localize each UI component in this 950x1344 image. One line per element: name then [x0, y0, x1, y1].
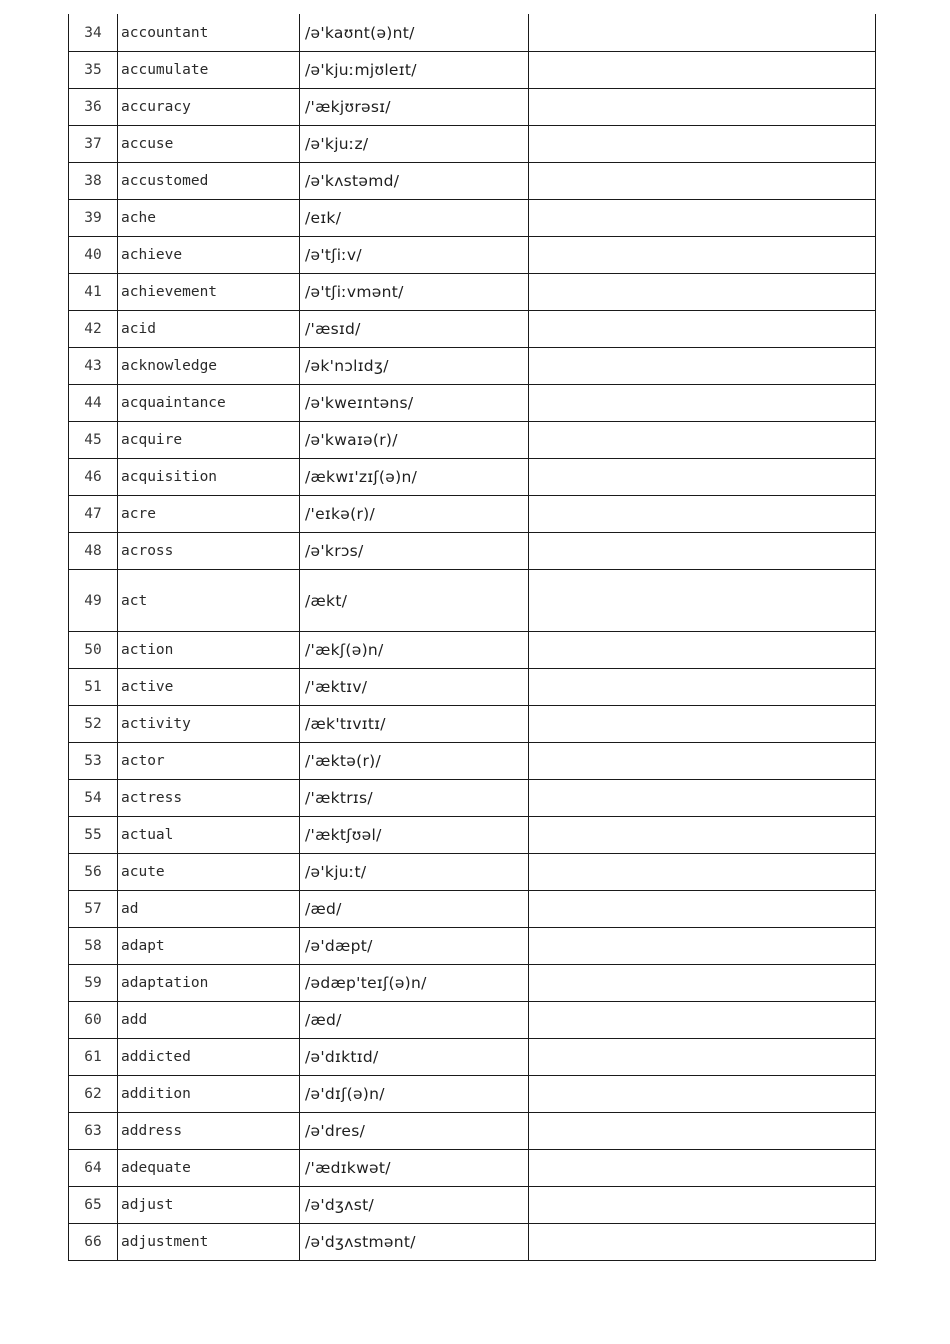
phonetic-transcription: /ə'krɔs/ [300, 533, 529, 570]
table-row [69, 817, 876, 854]
phonetic-transcription: /ə'dres/ [300, 1113, 529, 1150]
row-number: 44 [69, 385, 118, 422]
table-row [69, 1187, 876, 1224]
blank-notes-cell [529, 1076, 876, 1113]
phonetic-transcription: /ækwɪ'zɪʃ(ə)n/ [300, 459, 529, 496]
vocabulary-word: accuse [118, 126, 300, 163]
blank-notes-cell [529, 52, 876, 89]
blank-notes-cell [529, 163, 876, 200]
phonetic-transcription: /ək'nɔlɪdʒ/ [300, 348, 529, 385]
row-number: 63 [69, 1113, 118, 1150]
row-number: 38 [69, 163, 118, 200]
table-row [69, 743, 876, 780]
row-number: 39 [69, 200, 118, 237]
phonetic-transcription: /'eɪkə(r)/ [300, 496, 529, 533]
table-row [69, 237, 876, 274]
table-row [69, 965, 876, 1002]
blank-notes-cell [529, 14, 876, 52]
blank-notes-cell [529, 743, 876, 780]
blank-notes-cell [529, 89, 876, 126]
vocabulary-word: actor [118, 743, 300, 780]
table-row [69, 348, 876, 385]
phonetic-transcription: /ə'kʌstəmd/ [300, 163, 529, 200]
vocabulary-word: add [118, 1002, 300, 1039]
table-row [69, 126, 876, 163]
row-number: 49 [69, 570, 118, 632]
blank-notes-cell [529, 1002, 876, 1039]
phonetic-transcription: /æk'tɪvɪtɪ/ [300, 706, 529, 743]
blank-notes-cell [529, 706, 876, 743]
blank-notes-cell [529, 669, 876, 706]
blank-notes-cell [529, 780, 876, 817]
row-number: 57 [69, 891, 118, 928]
phonetic-transcription: /'ækʃ(ə)n/ [300, 632, 529, 669]
vocabulary-word: acquisition [118, 459, 300, 496]
blank-notes-cell [529, 200, 876, 237]
vocabulary-word: activity [118, 706, 300, 743]
phonetic-transcription: /eɪk/ [300, 200, 529, 237]
vocabulary-word: adjustment [118, 1224, 300, 1261]
phonetic-transcription: /ə'tʃiːvmənt/ [300, 274, 529, 311]
row-number: 61 [69, 1039, 118, 1076]
phonetic-transcription: /æd/ [300, 891, 529, 928]
table-row [69, 274, 876, 311]
phonetic-transcription: /'ækjʊrəsɪ/ [300, 89, 529, 126]
phonetic-transcription: /'æktɪv/ [300, 669, 529, 706]
vocabulary-word: acid [118, 311, 300, 348]
vocabulary-word: act [118, 570, 300, 632]
blank-notes-cell [529, 817, 876, 854]
phonetic-transcription: /ə'dʒʌstmənt/ [300, 1224, 529, 1261]
table-row [69, 1224, 876, 1261]
vocabulary-word: acquire [118, 422, 300, 459]
row-number: 64 [69, 1150, 118, 1187]
table-row [69, 496, 876, 533]
vocabulary-word: address [118, 1113, 300, 1150]
table-row [69, 1002, 876, 1039]
row-number: 34 [69, 14, 118, 52]
blank-notes-cell [529, 854, 876, 891]
phonetic-transcription: /ə'dʒʌst/ [300, 1187, 529, 1224]
vocabulary-word: action [118, 632, 300, 669]
phonetic-transcription: /ə'kwaɪə(r)/ [300, 422, 529, 459]
vocabulary-word: accuracy [118, 89, 300, 126]
blank-notes-cell [529, 928, 876, 965]
row-number: 54 [69, 780, 118, 817]
blank-notes-cell [529, 1224, 876, 1261]
phonetic-transcription: /ə'dæpt/ [300, 928, 529, 965]
blank-notes-cell [529, 496, 876, 533]
vocabulary-word: actress [118, 780, 300, 817]
vocabulary-word: adapt [118, 928, 300, 965]
row-number: 53 [69, 743, 118, 780]
blank-notes-cell [529, 965, 876, 1002]
row-number: 35 [69, 52, 118, 89]
row-number: 60 [69, 1002, 118, 1039]
phonetic-transcription: /ə'kaʊnt(ə)nt/ [300, 14, 529, 52]
blank-notes-cell [529, 632, 876, 669]
vocabulary-word: acquaintance [118, 385, 300, 422]
vocabulary-word: across [118, 533, 300, 570]
row-number: 55 [69, 817, 118, 854]
blank-notes-cell [529, 274, 876, 311]
phonetic-transcription: /'æktrɪs/ [300, 780, 529, 817]
table-row [69, 52, 876, 89]
table-row [69, 632, 876, 669]
row-number: 36 [69, 89, 118, 126]
table-row [69, 311, 876, 348]
phonetic-transcription: /'æktʃʊəl/ [300, 817, 529, 854]
table-row [69, 706, 876, 743]
blank-notes-cell [529, 1113, 876, 1150]
row-number: 65 [69, 1187, 118, 1224]
vocabulary-word: acknowledge [118, 348, 300, 385]
row-number: 40 [69, 237, 118, 274]
row-number: 48 [69, 533, 118, 570]
blank-notes-cell [529, 311, 876, 348]
vocabulary-word: adequate [118, 1150, 300, 1187]
table-row [69, 928, 876, 965]
phonetic-transcription: /ə'kjuːz/ [300, 126, 529, 163]
phonetic-transcription: /ə'dɪktɪd/ [300, 1039, 529, 1076]
table-row [69, 1113, 876, 1150]
phonetic-transcription: /ækt/ [300, 570, 529, 632]
table-row [69, 854, 876, 891]
blank-notes-cell [529, 422, 876, 459]
blank-notes-cell [529, 1039, 876, 1076]
vocabulary-word: adjust [118, 1187, 300, 1224]
table-row [69, 1039, 876, 1076]
vocabulary-table [68, 14, 876, 1261]
phonetic-transcription: /'æktə(r)/ [300, 743, 529, 780]
row-number: 56 [69, 854, 118, 891]
row-number: 46 [69, 459, 118, 496]
phonetic-transcription: /æd/ [300, 1002, 529, 1039]
row-number: 37 [69, 126, 118, 163]
row-number: 42 [69, 311, 118, 348]
row-number: 45 [69, 422, 118, 459]
table-row [69, 422, 876, 459]
vocabulary-table-body [69, 14, 876, 1261]
vocabulary-word: acre [118, 496, 300, 533]
row-number: 52 [69, 706, 118, 743]
blank-notes-cell [529, 459, 876, 496]
row-number: 59 [69, 965, 118, 1002]
vocabulary-word: actual [118, 817, 300, 854]
table-row [69, 200, 876, 237]
row-number: 51 [69, 669, 118, 706]
blank-notes-cell [529, 1150, 876, 1187]
phonetic-transcription: /'æsɪd/ [300, 311, 529, 348]
phonetic-transcription: /ə'kweɪntəns/ [300, 385, 529, 422]
table-row [69, 1150, 876, 1187]
phonetic-transcription: /'ædɪkwət/ [300, 1150, 529, 1187]
table-row [69, 459, 876, 496]
vocabulary-word: acute [118, 854, 300, 891]
table-row [69, 163, 876, 200]
vocabulary-word: achievement [118, 274, 300, 311]
vocabulary-word: achieve [118, 237, 300, 274]
blank-notes-cell [529, 385, 876, 422]
vocabulary-word: ache [118, 200, 300, 237]
phonetic-transcription: /ə'dɪʃ(ə)n/ [300, 1076, 529, 1113]
table-row [69, 14, 876, 52]
row-number: 58 [69, 928, 118, 965]
vocabulary-word: accountant [118, 14, 300, 52]
table-row [69, 1076, 876, 1113]
row-number: 66 [69, 1224, 118, 1261]
blank-notes-cell [529, 891, 876, 928]
vocabulary-word: adaptation [118, 965, 300, 1002]
blank-notes-cell [529, 237, 876, 274]
table-row [69, 669, 876, 706]
table-row [69, 780, 876, 817]
row-number: 47 [69, 496, 118, 533]
table-row [69, 533, 876, 570]
vocabulary-word: addicted [118, 1039, 300, 1076]
row-number: 62 [69, 1076, 118, 1113]
vocabulary-word: ad [118, 891, 300, 928]
table-row [69, 891, 876, 928]
table-row [69, 89, 876, 126]
phonetic-transcription: /ə'tʃiːv/ [300, 237, 529, 274]
blank-notes-cell [529, 570, 876, 632]
blank-notes-cell [529, 1187, 876, 1224]
vocabulary-word: accustomed [118, 163, 300, 200]
vocabulary-word: accumulate [118, 52, 300, 89]
row-number: 50 [69, 632, 118, 669]
vocabulary-word: active [118, 669, 300, 706]
row-number: 43 [69, 348, 118, 385]
vocabulary-word: addition [118, 1076, 300, 1113]
table-row [69, 570, 876, 632]
phonetic-transcription: /ədæp'teɪʃ(ə)n/ [300, 965, 529, 1002]
row-number: 41 [69, 274, 118, 311]
table-row [69, 385, 876, 422]
blank-notes-cell [529, 348, 876, 385]
phonetic-transcription: /ə'kjuːmjʊleɪt/ [300, 52, 529, 89]
phonetic-transcription: /ə'kjuːt/ [300, 854, 529, 891]
blank-notes-cell [529, 126, 876, 163]
blank-notes-cell [529, 533, 876, 570]
